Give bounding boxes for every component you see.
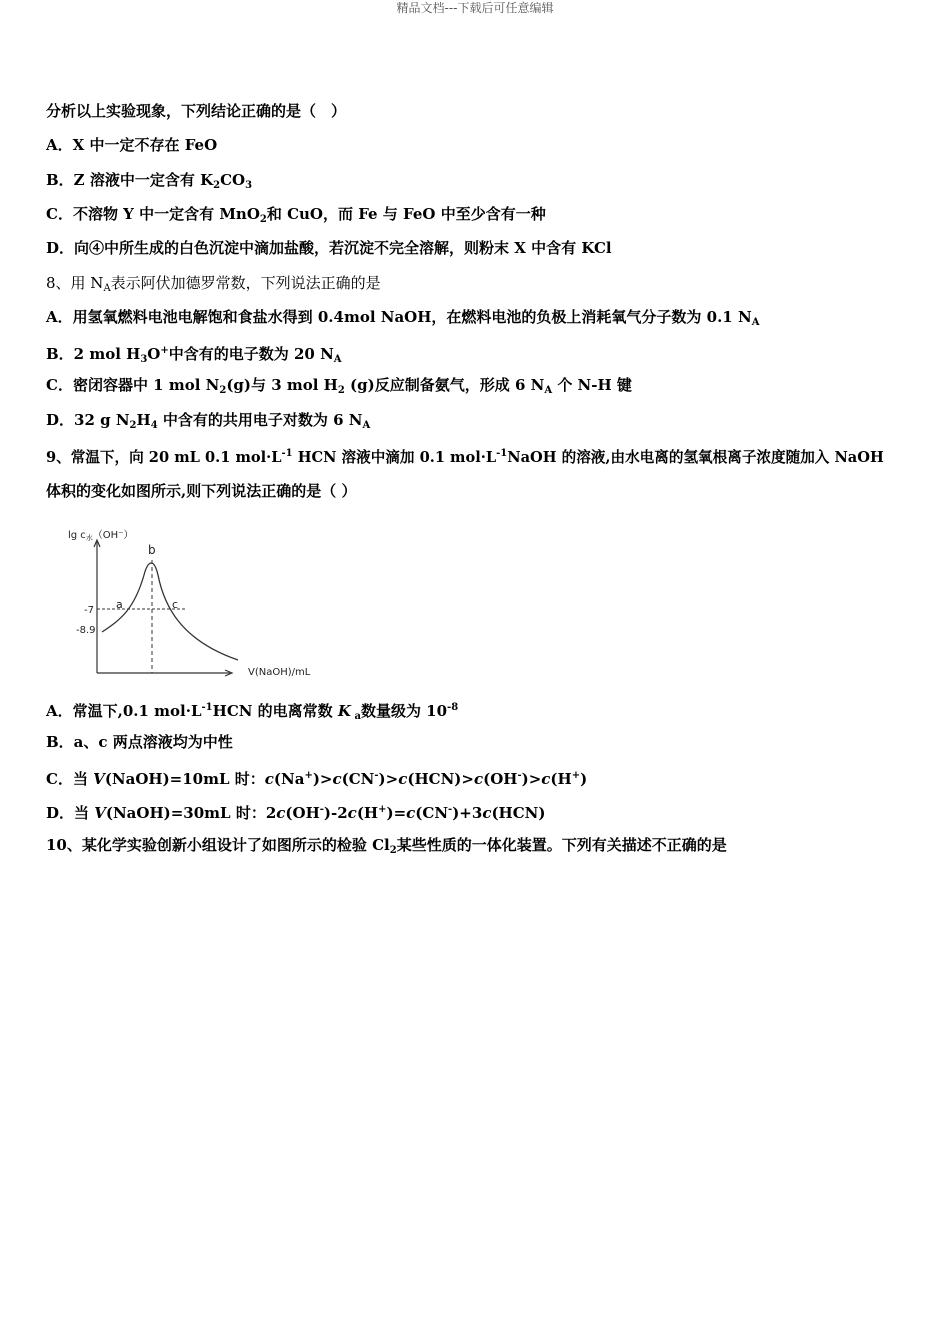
q9-stem-line1: 9、常温下，向 20 mL 0.1 $mol\cdot L^{-1}$ HCN 溶液中滴加 0.1 $mol\cdot L^{-1}NaOH$ 的溶液,由水电离的氢氧根离子浓度随加入 NaOH bbox=[46, 448, 884, 466]
q9-option-a: A．常温下,0.1 $mol\cdot L^{-1}HCN$ 的电离常数 K $_a$数量级为 $10^{-8}$ bbox=[46, 702, 459, 722]
q7-option-d: D．向④中所生成的白色沉淀中滴加盐酸，若沉淀不完全溶解，则粉末 X 中含有 KCl bbox=[46, 239, 612, 257]
q9-option-b: B．a、c 两点溶液均为中性 bbox=[46, 733, 233, 751]
q9-graph bbox=[62, 520, 312, 685]
page-header: 精品文档---下载后可任意编辑 bbox=[396, 1, 554, 15]
q9-stem-line2: 体积的变化如图所示,则下列说法正确的是（ ） bbox=[46, 482, 357, 500]
q10-stem: 10、某化学实验创新小组设计了如图所示的检验 $Cl_2$某些性质的一体化装置。下列有关描述不正确的是 bbox=[46, 836, 727, 856]
q8-option-b: B．2 mol $H_3O^+$中含有的电子数为 20 $N_A$ bbox=[46, 345, 342, 365]
tick-minus8-9: -8.9 bbox=[76, 625, 96, 636]
x-axis-label: V(NaOH)/mL bbox=[248, 667, 311, 678]
curve bbox=[102, 563, 238, 660]
q7-option-b: B．Z 溶液中一定含有 $K_2CO_3$ bbox=[46, 171, 253, 191]
q8-stem: 8、用 $N_A$表示阿伏加德罗常数，下列说法正确的是 bbox=[46, 274, 381, 294]
point-c-label: c bbox=[172, 598, 179, 611]
q7-option-a: A．X 中一定不存在 FeO bbox=[46, 136, 218, 154]
q7-option-c: C．不溶物 Y 中一定含有 MnO$_2$和 CuO，而 Fe 与 FeO 中至少含有一种 bbox=[46, 205, 546, 225]
q9-option-d: D．当 V(NaOH)=30mL 时：2c(OH-)-2c(H+)=c(CN-)+3c(HCN) bbox=[46, 804, 546, 822]
point-a-label: a bbox=[116, 598, 123, 611]
tick-minus7: -7 bbox=[84, 605, 94, 616]
q8-option-a: A．用氢氧燃料电池电解饱和食盐水得到 0.4mol NaOH，在燃料电池的负极上消耗氧气分子数为 0.1 $N_A$ bbox=[46, 308, 760, 328]
point-b-label: b bbox=[148, 543, 156, 557]
y-axis-label: $\lg c_水(OH^-)$ bbox=[68, 530, 134, 542]
q8-option-c: C．密闭容器中 1 mol $N_2(g)$与 3 mol $H_2$ (g)反应制备氨气，形成 6 $N_A$ 个 N-H 键 bbox=[46, 376, 632, 396]
q7-stem: 分析以上实验现象，下列结论正确的是（ ） bbox=[46, 102, 347, 120]
q9-option-c: C．当 V(NaOH)=10mL 时：c(Na+)>c(CN-)>c(HCN)>c(OH-)>c(H+) bbox=[46, 770, 588, 788]
q8-option-d: D．32 g $N_2H_4$ 中含有的共用电子对数为 6 $N_A$ bbox=[46, 411, 371, 431]
